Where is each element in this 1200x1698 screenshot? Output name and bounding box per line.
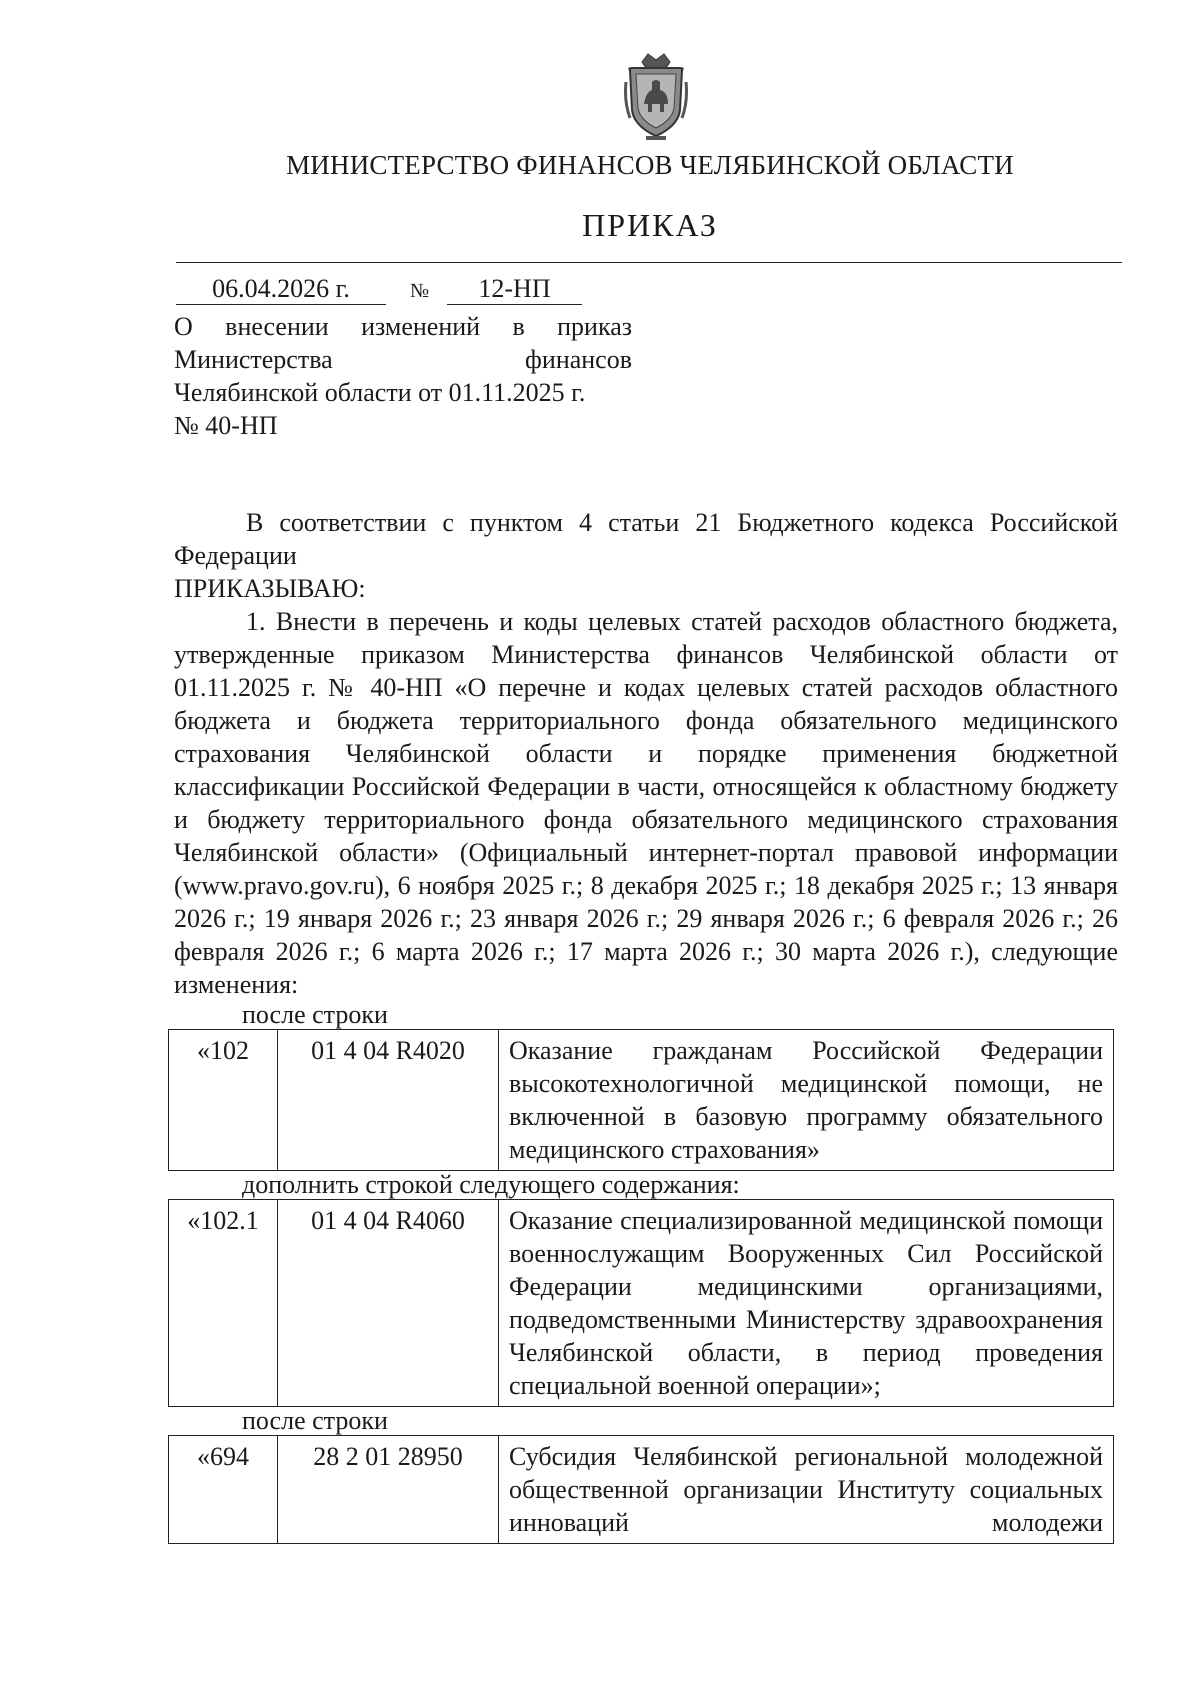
row-number: «102 [169,1030,278,1171]
row-code: 28 2 01 28950 [278,1436,499,1544]
directive: ПРИКАЗЫВАЮ: [174,574,366,603]
row-code: 01 4 04 R4060 [278,1200,499,1407]
row-text: Субсидия Челябинской региональной молодежной общественной организации Институту социальных инноваций молодежи [499,1436,1114,1544]
table-row [169,1436,1114,1544]
header-divider [176,262,1122,263]
document-title: ПРИКАЗ [582,207,718,243]
order-subject [174,310,632,442]
table-row [169,1030,1114,1171]
preamble: В соответствии с пунктом 4 статьи 21 Бюджетного кодекса Российской Федерации [174,508,1118,570]
number-sign: № [409,280,430,302]
item-1: 1. Внести в перечень и коды целевых статей расходов областного бюджета, утвержденные приказом Министерства финансов Челябинской области от 01.11.2025 г. № 40-НП «О перечне и кодах целевых статей расходов областного бюджета и бюджета территориального фонда обязательного медицинского страхования Челябинской области и порядке применения бюджетной классификации Российской Федерации в части, относящейся к областному бюджету и бюджету территориального фонда обязательного медицинского страхования Челябинской области» (Официальный интернет-портал правовой информации (www.pravo.gov.ru), 6 ноября 2025 г.; 8 декабря 2025 г.; 18 декабря 2025 г.; 13 января 2026 г.; 19 января 2026 г.; 23 января 2026 г.; 29 января 2026 г.; 6 февраля 2026 г.; 26 февраля 2026 г.; 6 марта 2026 г.; 17 марта 2026 г.; 30 марта 2026 г.), следующие изменения: [174,607,1118,999]
table-row [169,1200,1114,1407]
amendment-table-1 [168,1029,1114,1171]
row-text: Оказание специализированной медицинской помощи военнослужащим Вооруженных Сил Российской Федерации медицинскими организациями, подведомственными Министерству здравоохранения Челябинской области, в период проведения специальной военной операции»; [499,1200,1114,1407]
row-number: «694 [169,1436,278,1544]
subject-line-3: Челябинской области от 01.11.2025 г. [174,378,586,407]
chelyabinsk-coat-of-arms-icon [622,52,690,142]
caption-after-row: после строки [242,1000,388,1029]
order-body [174,506,1118,1544]
caption-add-row: дополнить строкой следующего содержания: [242,1170,740,1199]
order-date: 06.04.2026 г. [176,274,386,305]
subject-line-1: О внесении изменений в приказ [174,312,632,341]
ministry-name: МИНИСТЕРСТВО ФИНАНСОВ ЧЕЛЯБИНСКОЙ ОБЛАСТИ [286,150,1014,180]
row-code: 01 4 04 R4020 [278,1030,499,1171]
row-number: «102.1 [169,1200,278,1407]
subject-line-2: Министерства финансов [174,345,632,374]
order-date-number [176,274,582,305]
caption-after-row: после строки [242,1406,388,1435]
subject-line-4: № 40-НП [174,411,278,440]
amendment-table-2 [168,1199,1114,1407]
row-text: Оказание гражданам Российской Федерации высокотехнологичной медицинской помощи, не включенной в базовую программу обязательного медицинского страхования» [499,1030,1114,1171]
amendment-table-3 [168,1435,1114,1544]
order-number: 12-НП [447,274,582,305]
emblem [622,52,690,142]
